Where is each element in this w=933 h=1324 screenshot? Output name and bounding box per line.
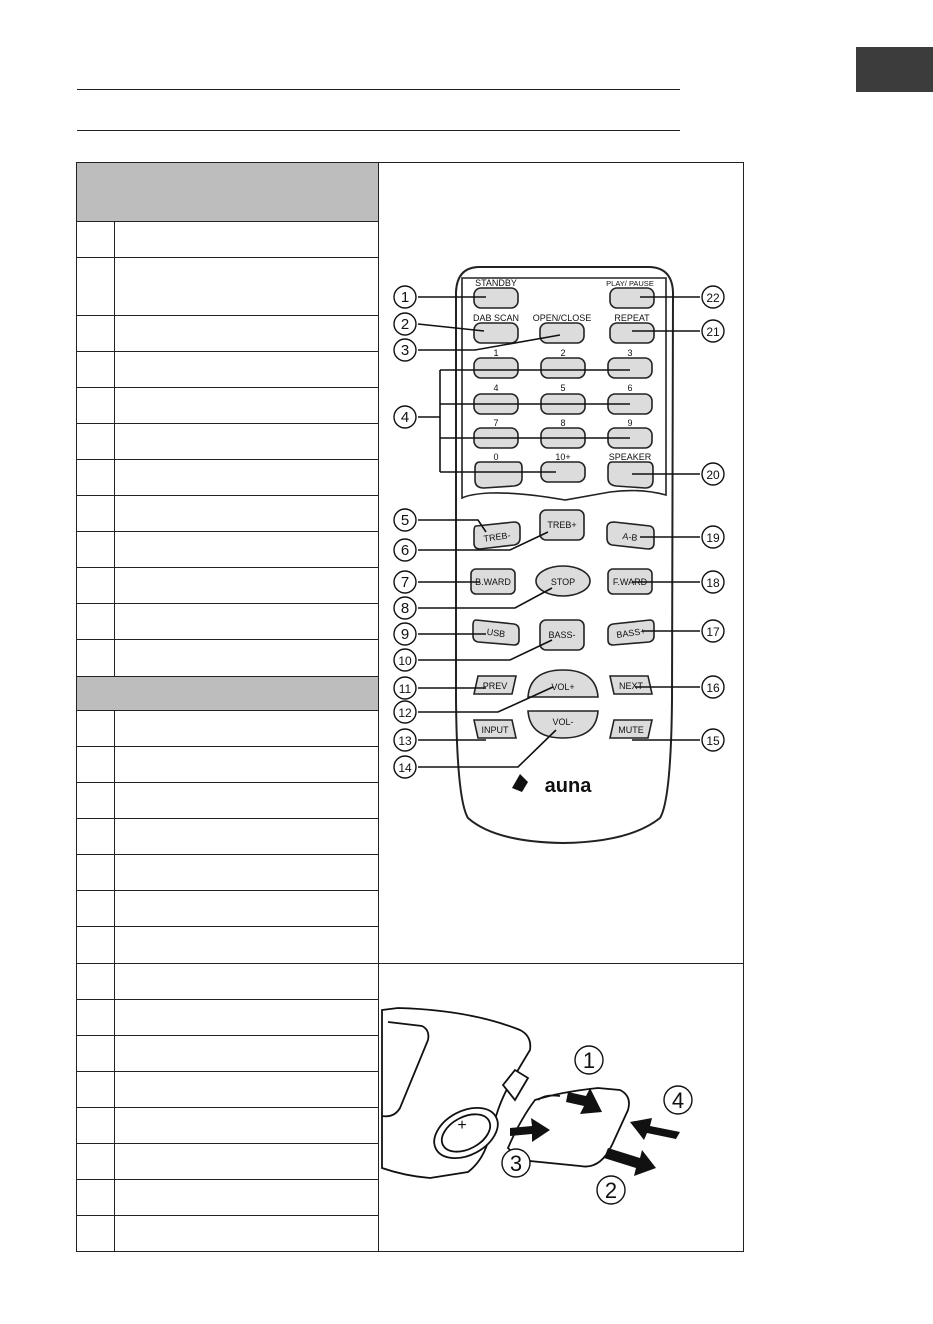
num-9-label: 9: [627, 418, 633, 428]
svg-text:6: 6: [400, 542, 410, 559]
svg-text:5: 5: [400, 512, 410, 529]
num-4-label: 4: [493, 383, 499, 393]
prev-label: PREV: [482, 681, 508, 691]
ab-label: A-B: [621, 531, 639, 543]
remote-figure: [380, 170, 742, 960]
num-2-button[interactable]: [541, 358, 585, 378]
dab-scan-label: DAB SCAN: [472, 313, 520, 323]
arrow-step-4: [630, 1118, 680, 1140]
num-10-plus-label: 10+: [555, 452, 571, 462]
num-1-button[interactable]: [474, 358, 518, 378]
svg-text:1: 1: [582, 1048, 596, 1073]
num-3-label: 3: [627, 348, 633, 358]
svg-text:17: 17: [706, 625, 720, 639]
battery-step-3: [502, 1149, 530, 1177]
open-close-label: OPEN/CLOSE: [532, 313, 592, 323]
svg-text:2: 2: [400, 316, 410, 333]
svg-text:4: 4: [400, 409, 410, 426]
num-7-label: 7: [493, 418, 499, 428]
standby-button[interactable]: [474, 288, 518, 308]
num-3-button[interactable]: [608, 358, 652, 378]
callout-1: [394, 286, 416, 308]
input-label: INPUT: [481, 725, 509, 735]
play-pause-button[interactable]: [610, 288, 654, 308]
callout-11: [394, 677, 416, 699]
callout-13: [394, 729, 416, 751]
svg-text:7: 7: [400, 574, 410, 591]
callout-22: [702, 286, 724, 308]
callout-8: [394, 597, 416, 619]
callout-5: [394, 509, 416, 531]
svg-text:12: 12: [398, 706, 412, 720]
table-divider: [378, 162, 379, 1252]
svg-text:21: 21: [706, 325, 720, 339]
num-5-label: 5: [560, 383, 566, 393]
callout-19: [702, 526, 724, 548]
svg-text:20: 20: [706, 468, 720, 482]
arrow-step-2: [604, 1148, 656, 1176]
battery-figure: [380, 966, 742, 1250]
callout-2: [394, 313, 416, 335]
mute-label: MUTE: [618, 725, 644, 735]
play-pause-label: PLAY/ PAUSE: [606, 279, 654, 288]
language-tab: [856, 47, 933, 92]
bass-minus-label: BASS-: [548, 630, 576, 640]
callout-18: [702, 571, 724, 593]
open-close-button[interactable]: [540, 323, 584, 343]
svg-text:4: 4: [671, 1088, 685, 1113]
svg-text:auna: auna: [544, 775, 592, 797]
svg-text:2: 2: [604, 1178, 618, 1203]
usb-label: USB: [486, 626, 506, 640]
callout-12: [394, 701, 416, 723]
repeat-button[interactable]: [610, 323, 654, 343]
num-6-label: 6: [627, 383, 633, 393]
speaker-button[interactable]: [608, 462, 653, 488]
callout-7: [394, 571, 416, 593]
next-label: NEXT: [618, 681, 644, 691]
bass-plus-label: BASS+: [615, 626, 647, 640]
callout-17: [702, 620, 724, 642]
num-0-button[interactable]: [475, 462, 522, 488]
svg-text:14: 14: [398, 761, 412, 775]
num-1-label: 1: [493, 348, 499, 358]
fward-label: F.WARD: [612, 577, 648, 587]
callout-4: [394, 406, 416, 428]
svg-text:22: 22: [706, 291, 720, 305]
battery-step-2: [597, 1176, 625, 1204]
svg-text:15: 15: [706, 734, 720, 748]
num-8-label: 8: [560, 418, 566, 428]
battery-step-1: [575, 1046, 603, 1074]
svg-text:3: 3: [509, 1151, 523, 1176]
figure-divider: [378, 963, 744, 964]
svg-text:19: 19: [706, 531, 720, 545]
speaker-label: SPEAKER: [608, 452, 652, 462]
num-0-label: 0: [493, 452, 499, 462]
vol-plus-label: VOL+: [551, 682, 575, 692]
svg-text:3: 3: [400, 342, 410, 359]
callout-9: [394, 623, 416, 645]
callout-20: [702, 463, 724, 485]
svg-text:18: 18: [706, 576, 720, 590]
battery-step-4: [664, 1086, 692, 1114]
svg-text:13: 13: [398, 734, 412, 748]
svg-text:10: 10: [398, 654, 412, 668]
header-rule-bottom: [77, 130, 680, 131]
callout-14: [394, 756, 416, 778]
callout-15: [702, 729, 724, 751]
callout-6: [394, 539, 416, 561]
svg-text:8: 8: [400, 600, 410, 617]
vol-minus-label: VOL-: [552, 717, 574, 727]
bward-label: B.WARD: [475, 577, 511, 587]
dab-scan-button[interactable]: [474, 323, 518, 343]
callout-3: [394, 339, 416, 361]
svg-text:1: 1: [400, 289, 410, 306]
svg-text:9: 9: [400, 626, 410, 643]
num-2-label: 2: [560, 348, 566, 358]
callout-10: [394, 649, 416, 671]
treb-minus-label: TREB-: [482, 530, 512, 544]
repeat-label: REPEAT: [614, 313, 650, 323]
battery-plus-sign: +: [457, 1117, 467, 1134]
standby-label: STANDBY: [475, 278, 517, 288]
svg-text:16: 16: [706, 681, 720, 695]
callout-21: [702, 320, 724, 342]
header-rule-top: [77, 89, 680, 90]
treb-plus-label: TREB+: [547, 520, 577, 530]
svg-text:11: 11: [398, 682, 412, 696]
callout-16: [702, 676, 724, 698]
stop-label: STOP: [550, 577, 576, 587]
